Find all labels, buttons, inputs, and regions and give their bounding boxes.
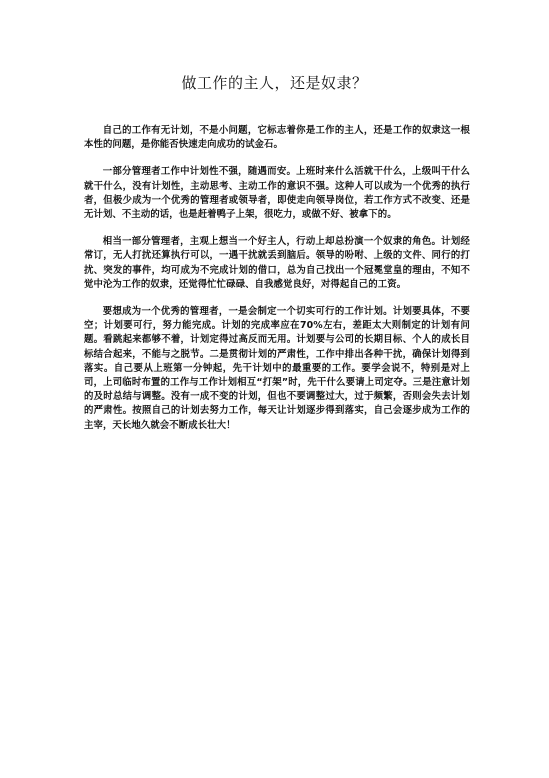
paragraph-2: 一部分管理者工作中计划性不强，随遇而安。上班时来什么活就干什么，上级叫干什么就干什么，没有计划性，主动思考、主动工作的意识不强。这种人可以成为一个优秀的执行者，但极少成为一个优秀的管理者或领导者，即使走向领导岗位，若工作方式不改变、还是无计划、不主动的话，也是赶着鸭子上架，很吃力，或做不好、被拿下的。 [84, 166, 470, 221]
paragraph-1: 自己的工作有无计划，不是小问题，它标志着你是工作的主人，还是工作的奴隶这一根本性的问题，是你能否快速走向成功的试金石。 [84, 125, 470, 151]
paragraph-3: 相当一部分管理者，主观上想当一个好主人，行动上却总扮演一个奴隶的角色。计划经常订，无人打扰还算执行可以，一遇干扰就丢到脑后。领导的吩咐、上级的文件、同行的打扰、突发的事件，均可成为不完成计划的借口，总为自己找出一个冠冕堂皇的理由，不知不觉中沦为工作的奴隶，还觉得忙忙碌碌、自我感觉良好，对得起自己的工资。 [84, 236, 470, 290]
document-title: 做工作的主人，还是奴隶？ [181, 74, 368, 92]
paragraph-4: 要想成为一个优秀的管理者，一是会制定一个切实可行的工作计划。计划要具体，不要空；计划要可行，努力能完成。计划的完成率应在70%左右，差距太大则制定的计划有问题。看跳起来都够不着，计划定得过高反而无用。计划要与公司的长期目标、个人的成长目标结合起来，不能与之脱节。二是贯彻计划的严肃性，工作中排出各种干扰，确保计划得到落实。自己要从上班第一分钟起，先干计划中的最重要的工作。要学会说不，特别是对上司，上司临时布置的工作与工作计划相互“打架”时，先干什么要请上司定夺。三是注意计划的及时总结与调整。没有一成不变的计划，但也不要调整过大，过于频繁，否则会失去计划的严肃性。按照自己的计划去努力工作，每天让计划逐步得到落实，自己会逐步成为工作的主宰，天长地久就会不断成长壮大！ [84, 306, 470, 431]
document-body [84, 124, 470, 446]
